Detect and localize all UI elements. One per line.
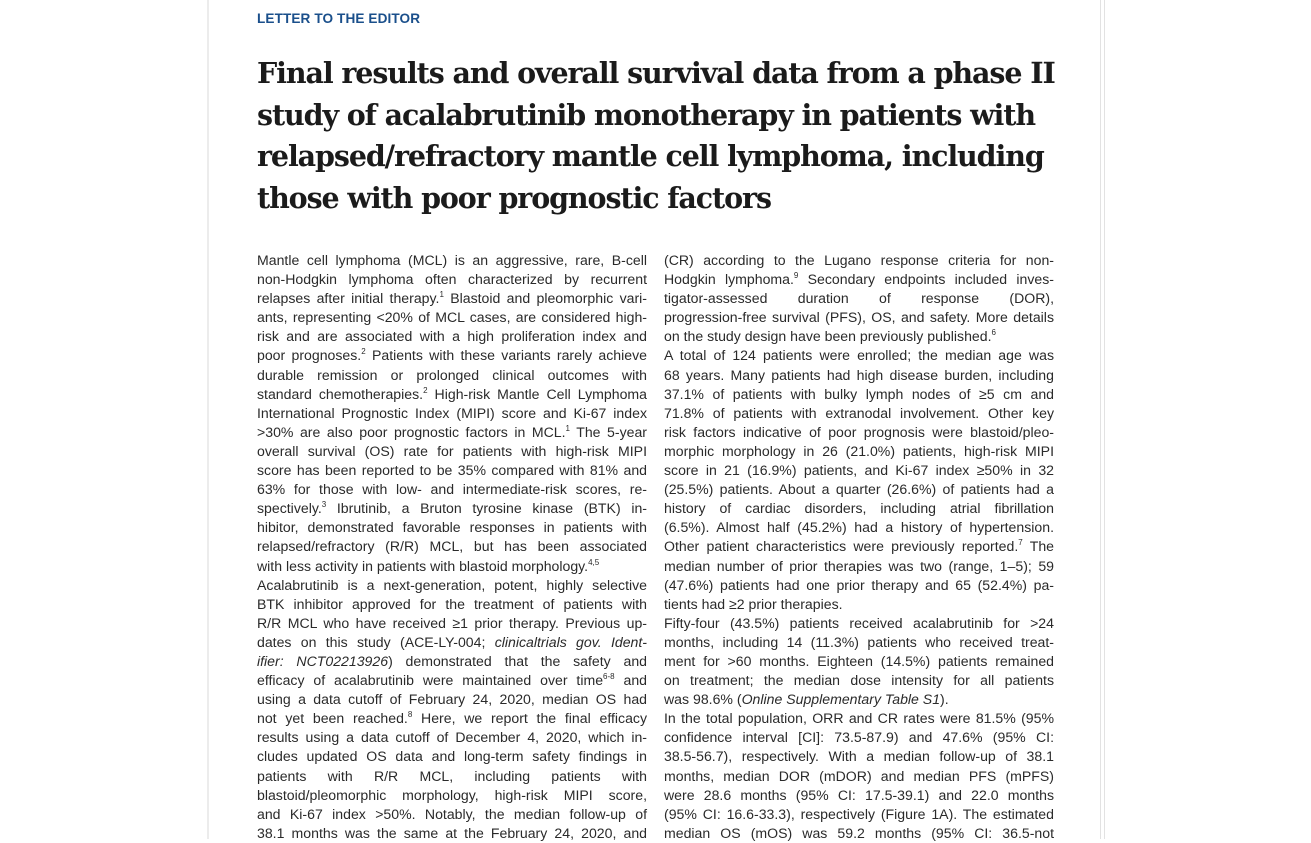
text-line	[664, 366, 1054, 385]
reference-superscript: 6	[991, 328, 996, 338]
text-line	[257, 308, 647, 327]
text-run: confidence interval [CI]: 73.5-87.9) and 47.6% (95% CI:	[664, 729, 1054, 746]
text-run: not yet been reached.	[257, 710, 408, 727]
text-run: median OS (mOS) was 59.2 months (95% CI: 36.5-not	[664, 824, 1054, 841]
text-line	[664, 251, 1054, 270]
title-line: those with poor prognostic factors	[257, 181, 771, 216]
text-run: High-risk Mantle Cell Lymphoma	[427, 385, 647, 402]
text-run: BTK inhibitor approved for the treatment of patients with	[257, 595, 647, 612]
page-edge-right	[1100, 0, 1101, 839]
text-line	[257, 767, 647, 786]
text-line	[257, 671, 647, 690]
text-run: In the total population, ORR and CR rates were 81.5% (95%	[664, 710, 1054, 727]
text-run: (CR) according to the Lugano response criteria for non-	[664, 252, 1054, 268]
text-run: ).	[940, 691, 949, 708]
reference-superscript: 1	[439, 290, 444, 300]
text-run: Blastoid and pleomorphic vari-	[443, 290, 647, 307]
text-run: score has been reported to be 35% compared with 81% and	[257, 462, 647, 479]
text-line	[664, 576, 1054, 595]
text-run: hibitor, demonstrated favorable responses in patients with	[257, 519, 647, 536]
text-line	[257, 327, 647, 346]
text-run: durable remission or prolonged clinical outcomes with	[257, 366, 647, 383]
text-run: The	[1022, 538, 1054, 555]
text-run: risk and are associated with a high proliferation index and	[257, 328, 647, 345]
title-line: study of acalabrutinib monotherapy in patients with	[257, 97, 1035, 132]
text-line	[664, 327, 1054, 346]
page-edge-right-outer	[1104, 0, 1105, 839]
text-run: R/R MCL who have received ≥1 prior therapy. Previous up-	[257, 614, 647, 631]
text-line	[257, 270, 647, 289]
text-run: median number of prior therapies was two (range, 1–5); 59	[664, 557, 1054, 574]
text-line	[257, 404, 647, 423]
reference-superscript: 9	[793, 271, 799, 281]
text-line	[664, 767, 1054, 786]
text-line	[257, 537, 647, 556]
text-run: 63% for those with low- and intermediate-risk scores, re-	[257, 481, 647, 498]
text-line	[257, 461, 647, 480]
text-line	[664, 652, 1054, 671]
text-line	[257, 480, 647, 499]
text-line	[664, 346, 1054, 365]
text-run: Acalabrutinib is a next-generation, potent, highly selective	[257, 576, 647, 593]
text-line	[664, 557, 1054, 576]
text-run: >30% are also poor prognostic factors in MCL.	[257, 423, 566, 440]
text-line	[257, 728, 647, 747]
text-run: poor prognoses.	[257, 347, 362, 364]
text-run: (25.5%) patients. About a quarter (26.6%) of patients had a	[664, 481, 1054, 498]
text-run: standard chemotherapies.	[257, 385, 424, 402]
reference-superscript: 1	[565, 423, 570, 433]
text-run: blastoid/pleomorphic morphology, high-risk MIPI score,	[257, 786, 647, 803]
reference-superscript: 3	[321, 500, 327, 510]
text-run: relapses after initial therapy.	[257, 290, 440, 307]
text-line	[664, 786, 1054, 805]
text-run: tigator-assessed duration of response (DOR),	[664, 290, 1054, 307]
text-run: (6.5%). Almost half (45.2%) had a history of hypertension.	[664, 519, 1054, 536]
text-run: results using a data cutoff of December 4, 2020, which in-	[257, 729, 647, 746]
text-run: non-Hodgkin lymphoma often characterized by recurrent	[257, 271, 647, 288]
text-line	[257, 385, 647, 404]
text-line	[664, 709, 1054, 728]
text-run: score in 21 (16.9%) patients, and Ki-67 index ≥50% in 32	[664, 462, 1054, 479]
italic-text: ifier: NCT02213926	[257, 652, 389, 669]
page-edge-left	[207, 0, 209, 839]
text-run: 68 years. Many patients had high disease burden, including	[664, 366, 1054, 383]
text-line	[257, 805, 647, 824]
text-line	[257, 633, 647, 652]
text-run: 38.5-56.7), respectively. With a median follow-up of 38.1	[664, 748, 1054, 765]
text-line	[257, 786, 647, 805]
text-run: history of cardiac disorders, including atrial fibrillation	[664, 500, 1054, 517]
text-run: 37.1% of patients with bulky lymph nodes of ≥5 cm and	[664, 385, 1054, 402]
text-run: morphic morphology in 26 (21.0%) patients, high-risk MIPI	[664, 442, 1054, 459]
text-line	[257, 251, 647, 270]
text-line	[257, 614, 647, 633]
text-run: Secondary endpoints included inves-	[798, 271, 1054, 288]
italic-text: Online Supplementary Table S1	[741, 691, 941, 708]
text-line	[257, 747, 647, 766]
text-line	[664, 499, 1054, 518]
text-run: (47.6%) patients had one prior therapy and 65 (52.4%) pa-	[664, 576, 1054, 593]
text-line	[664, 537, 1054, 556]
text-line	[664, 671, 1054, 690]
section-label: LETTER TO THE EDITOR	[257, 11, 421, 26]
text-run: months, median DOR (mDOR) and median PFS (mPFS)	[664, 767, 1054, 784]
text-run: The 5-year	[569, 423, 647, 440]
text-line	[664, 805, 1054, 824]
text-line	[257, 652, 647, 671]
text-line	[257, 346, 647, 365]
text-line	[664, 423, 1054, 442]
text-run: months, including 14 (11.3%) patients who received treat-	[664, 633, 1054, 650]
text-line	[257, 690, 647, 709]
text-line	[664, 270, 1054, 289]
text-run: and	[614, 672, 647, 689]
text-line	[257, 518, 647, 537]
text-line	[257, 824, 647, 843]
text-line	[257, 576, 647, 595]
text-run: using a data cutoff of February 24, 2020, median OS had	[257, 691, 647, 708]
text-run: on the study design have been previously published.	[664, 328, 992, 345]
text-line	[664, 442, 1054, 461]
text-run: Hodgkin lymphoma.	[664, 271, 794, 288]
text-line	[664, 289, 1054, 308]
text-run: Patients with these variants rarely achieve	[365, 347, 647, 364]
text-line	[664, 595, 1054, 614]
text-line	[664, 385, 1054, 404]
text-run: 38.1 months was the same at the February 24, 2020, and	[257, 824, 647, 841]
text-run: ment for >60 months. Eighteen (14.5%) patients remained	[664, 652, 1054, 669]
reference-superscript: 7	[1018, 538, 1023, 548]
text-run: 71.8% of patients with extranodal involvement. Other key	[664, 404, 1054, 421]
text-line	[664, 728, 1054, 747]
title-line: Final results and overall survival data from a phase II	[257, 56, 1055, 90]
text-run: A total of 124 patients were enrolled; the median age was	[664, 347, 1054, 364]
text-run: on treatment; the median dose intensity for all patients	[664, 672, 1054, 689]
text-line	[257, 423, 647, 442]
text-run: and Ki-67 index >50%. Notably, the median follow-up of	[257, 805, 647, 822]
text-line	[257, 557, 647, 576]
text-run: Here, we report the final efficacy	[412, 710, 648, 727]
text-run: ) demonstrated that the safety and	[388, 652, 648, 669]
text-line	[257, 289, 647, 308]
text-run: was 98.6% (	[664, 691, 742, 708]
text-run: with less activity in patients with blastoid morphology.	[257, 557, 589, 574]
text-run: patients with R/R MCL, including patients with	[257, 767, 647, 784]
reference-superscript: 2	[423, 385, 428, 395]
text-line	[664, 480, 1054, 499]
reference-superscript: 2	[361, 347, 366, 357]
text-run: risk factors indicative of poor prognosis were blastoid/pleo-	[664, 423, 1054, 440]
text-line	[257, 709, 647, 728]
reference-superscript: 4,5	[588, 557, 600, 567]
text-run: Fifty-four (43.5%) patients received acalabrutinib for >24	[664, 614, 1054, 631]
text-line	[257, 366, 647, 385]
text-run: spectively.	[257, 500, 322, 517]
text-run: cludes updated OS data and long-term safety findings in	[257, 748, 647, 765]
text-line	[664, 690, 1054, 709]
text-run: dates on this study (ACE-LY-004;	[257, 633, 495, 650]
text-line	[257, 595, 647, 614]
text-run: tients had ≥2 prior therapies.	[664, 595, 843, 612]
text-line	[664, 461, 1054, 480]
text-run: Ibrutinib, a Bruton tyrosine kinase (BTK) in-	[326, 500, 647, 517]
reference-superscript: 6-8	[603, 672, 615, 682]
body-column-right	[664, 251, 1054, 843]
text-run: International Prognostic Index (MIPI) score and Ki-67 index	[257, 404, 647, 421]
text-line	[664, 404, 1054, 423]
italic-text: clinicaltrials gov. Ident-	[494, 633, 647, 650]
text-run: overall survival (OS) rate for patients with high-risk MIPI	[257, 442, 647, 459]
text-run: Mantle cell lymphoma (MCL) is an aggressive, rare, B-cell	[257, 252, 647, 268]
article-title	[257, 53, 1057, 220]
text-line	[664, 518, 1054, 537]
text-line	[664, 824, 1054, 843]
text-run: efficacy of acalabrutinib were maintained over time	[257, 672, 604, 689]
text-line	[664, 747, 1054, 766]
title-line: relapsed/refractory mantle cell lymphoma, including	[257, 139, 1044, 174]
text-run: relapsed/refractory (R/R) MCL, but has been associated	[257, 538, 647, 555]
text-run: (95% CI: 16.6-33.3), respectively (Figure 1A). The estimated	[664, 805, 1054, 822]
text-run: Other patient characteristics were previously reported.	[664, 538, 1019, 555]
body-column-left	[257, 251, 647, 843]
text-run: were 28.6 months (95% CI: 17.5-39.1) and 22.0 months	[664, 786, 1054, 803]
text-line	[257, 442, 647, 461]
text-run: ants, representing <20% of MCL cases, are considered high-	[257, 309, 647, 326]
text-line	[664, 614, 1054, 633]
text-line	[664, 308, 1054, 327]
text-line	[257, 499, 647, 518]
reference-superscript: 8	[407, 710, 413, 720]
text-run: progression-free survival (PFS), OS, and safety. More details	[664, 309, 1054, 326]
text-line	[664, 633, 1054, 652]
